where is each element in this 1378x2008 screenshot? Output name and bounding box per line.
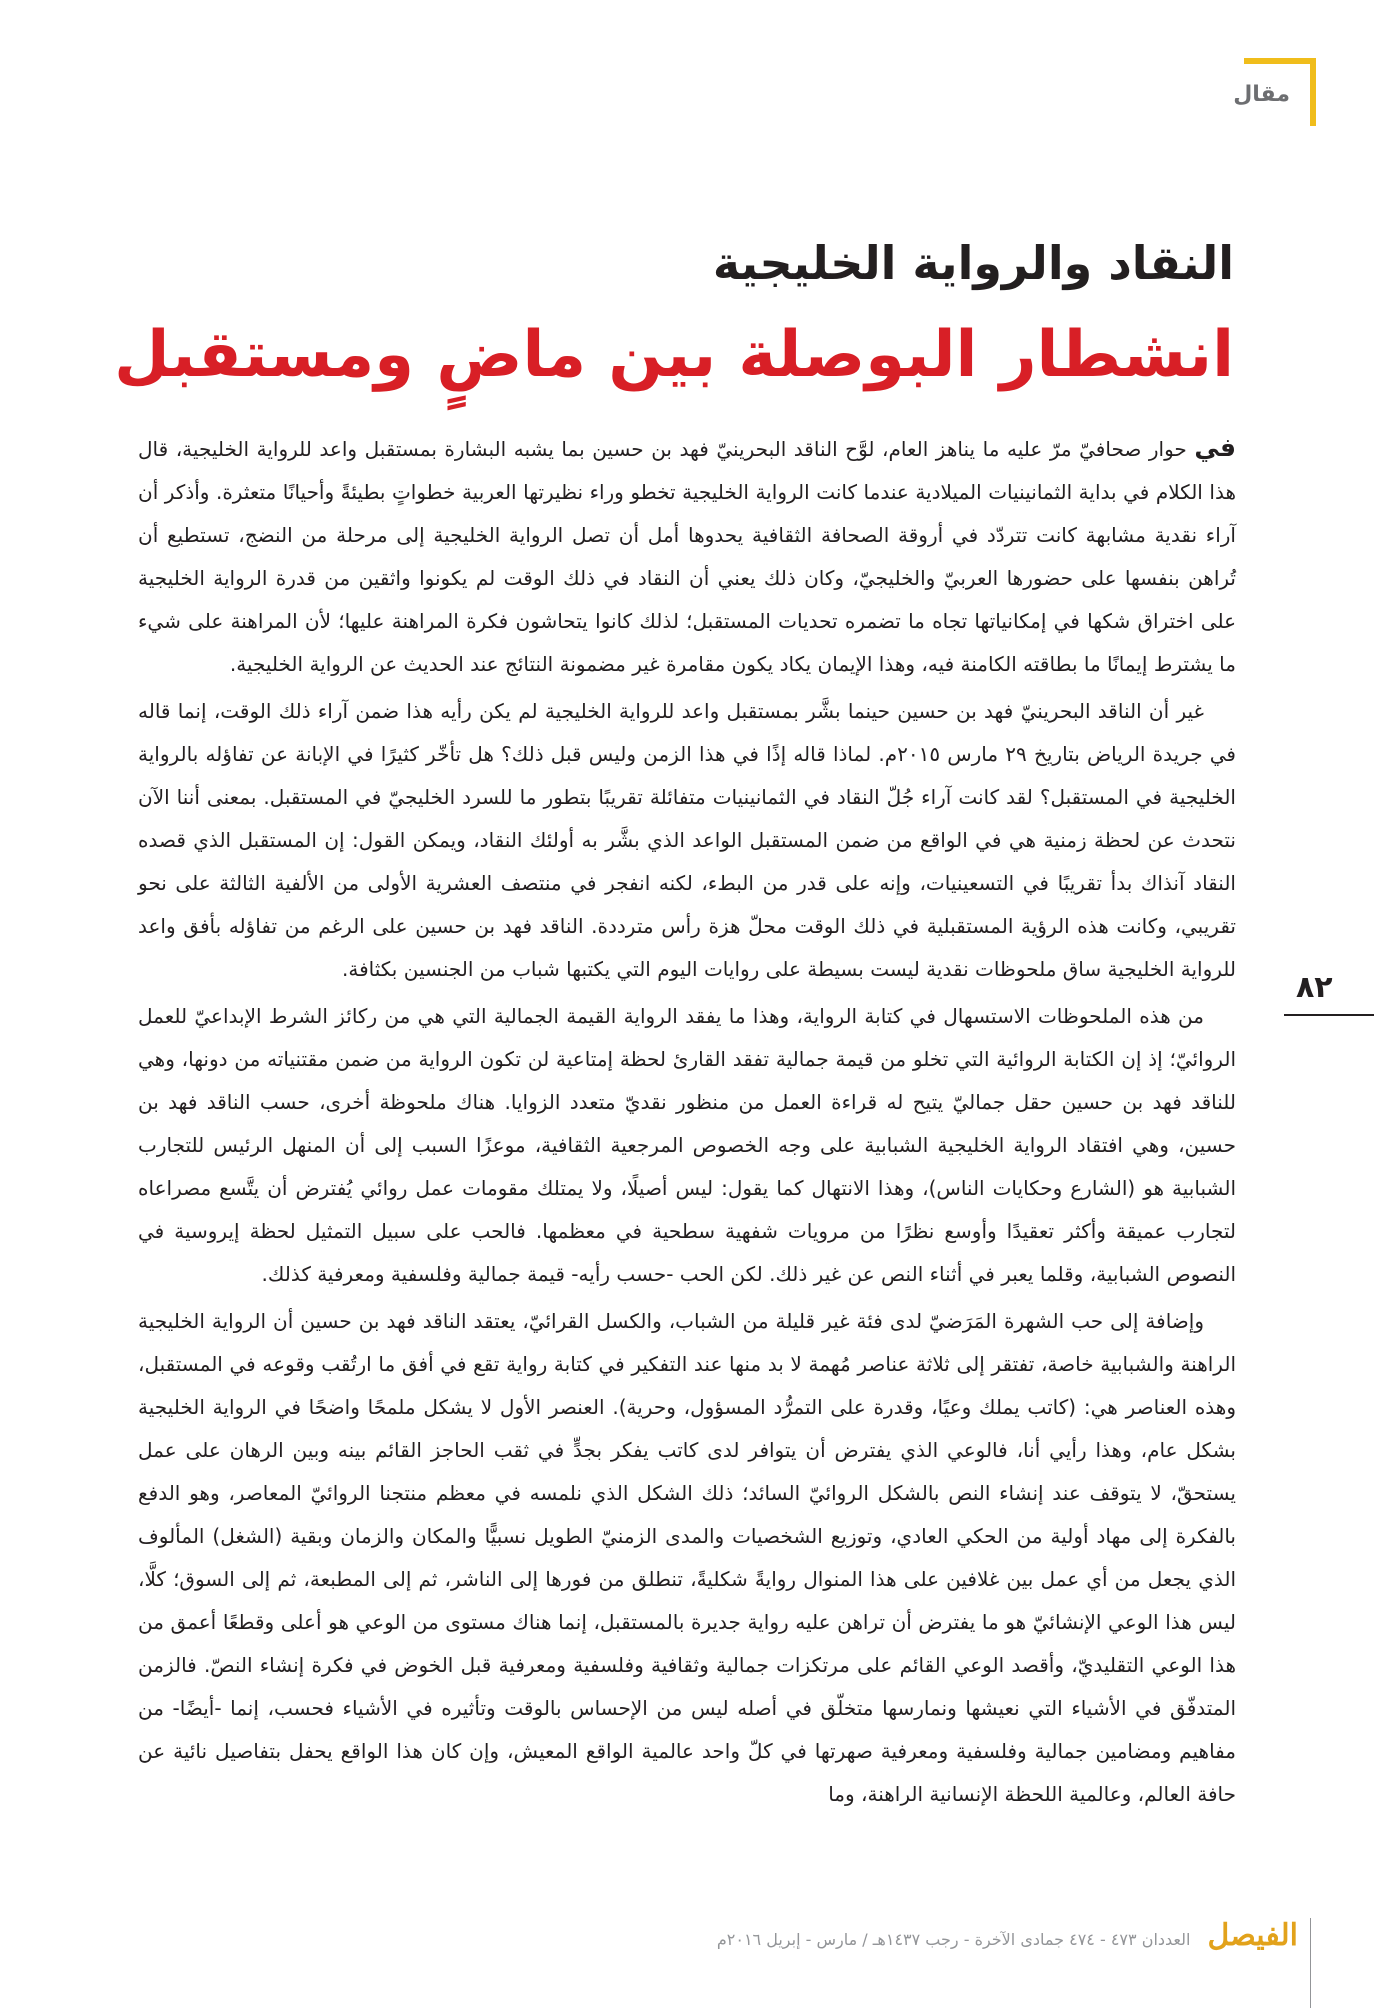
article-title: النقاد والرواية الخليجية (712, 236, 1234, 290)
section-label: مقال (1233, 82, 1290, 107)
article-subtitle: انشطار البوصلة بين ماضٍ ومستقبل (114, 318, 1234, 392)
paragraph: غير أن الناقد البحرينيّ فهد بن حسين حينما بشَّر بمستقبل واعد للرواية الخليجية لم يكن رأيه هذا ضمن آراء ذلك الوقت، إنما قاله في جريدة الرياض بتاريخ ٢٩ مارس ٢٠١٥م. لماذا قاله إذًا في هذا الزمن وليس قبل ذلك؟ هل تأخّر كثيرًا في الإبانة عن تفاؤله بالرواية الخليجية في المستقبل؟ لقد كانت آراء جُلّ النقاد في الثمانينيات متفائلة تقريبًا بتطور ما للسرد الخليجيّ في المستقبل. بمعنى أننا الآن نتحدث عن لحظة زمنية هي في الواقع من ضمن المستقبل الواعد الذي بشَّر به أولئك النقاد، ويمكن القول: إن المستقبل الذي قصده النقاد آنذاك بدأ تقريبًا في التسعينيات، وإنه على قدر من البطء، لكنه انفجر في منتصف العشرية الأولى من الألفية الثالثة على نحو تقريبي، وكانت هذه الرؤية المستقبلية في ذلك الوقت محلّ هزة رأس مترددة. الناقد فهد بن حسين على الرغم من تفاؤله بأفق واعد للرواية الخليجية ساق ملحوظات نقدية ليست بسيطة على روايات اليوم التي يكتبها شباب من الجنسين بكثافة. (138, 699, 1236, 981)
footer-divider (1310, 1918, 1311, 2008)
footer (717, 1918, 1298, 1953)
paragraph: من هذه الملحوظات الاستسهال في كتابة الرواية، وهذا ما يفقد الرواية القيمة الجمالية التي هي من ركائز الشرط الإبداعيّ للعمل الروائيّ؛ إذ إن الكتابة الروائية التي تخلو من قيمة جمالية تفقد القارئ لحظة إمتاعية لن تكون الرواية من ضمن مقتنياته من دونها، وهي للناقد فهد بن حسين حقل جماليّ يتيح له قراءة العمل من منظور نقديّ متعدد الزوايا. هناك ملحوظة أخرى، حسب الناقد فهد بن حسين، وهي افتقاد الرواية الخليجية الشبابية على وجه الخصوص المرجعية الثقافية، موعزًا السبب إلى أن المنهل الرئيس للتجارب الشبابية هو (الشارع وحكايات الناس)، وهذا الانتهال كما يقول: ليس أصيلًا، ولا يمتلك مقومات عمل روائي يُفترض أن يتَّسع مصراعاه لتجارب عميقة وأكثر تعقيدًا وأوسع نظرًا من مرويات شفهية سطحية في معظمها. فالحب على سبيل التمثيل لحظة إيروسية في النصوص الشبابية، وقلما يعبر في أثناء النص عن غير ذلك. لكن الحب -حسب رأيه- قيمة جمالية وفلسفية ومعرفية كذلك. (138, 1004, 1236, 1286)
magazine-logo: الفيصل (1207, 1918, 1298, 1953)
drop-word: في (1194, 433, 1236, 462)
paragraph-text: حوار صحافيّ مرّ عليه ما يناهز العام، لوَّح الناقد البحرينيّ فهد بن حسين بما يشبه البشارة بمستقبل واعد للرواية الخليجية، قال هذا الكلام في بداية الثمانينيات الميلادية عندما كانت الرواية الخليجية تخطو وراء نظيرتها العربية خطواتٍ بطيئةً وأحيانًا متعثرة. وأذكر أن آراء نقدية مشابهة كانت تتردّد في أروقة الصحافة الثقافية يحدوها أمل أن تصل الرواية الخليجية إلى مرحلة من النضج، تستطيع أن تُراهن بنفسها على حضورها العربيّ والخليجيّ، وكان ذلك يعني أن النقاد في ذلك الوقت لم يكونوا واثقين من قدرة الرواية الخليجية على اختراق شكها في إمكانياتها تجاه ما تضمره تحديات المستقبل؛ لذلك كانوا يتحاشون فكرة المراهنة عليها؛ لأن المراهنة على شيء ما يشترط إيمانًا ما بطاقته الكامنة فيه، وهذا الإيمان يكاد يكون مقامرة غير مضمونة النتائج عند الحديث عن الرواية الخليجية. (138, 437, 1236, 676)
page-number-rule (1284, 1014, 1374, 1016)
article-body (138, 426, 1236, 1820)
paragraph (138, 426, 1236, 686)
issue-info: العددان ٤٧٣ - ٤٧٤ جمادى الآخرة - رجب ١٤٣٧هـ / مارس - إبريل ٢٠١٦م (716, 1930, 1191, 1949)
paragraph: وإضافة إلى حب الشهرة المَرَضيّ لدى فئة غير قليلة من الشباب، والكسل القرائيّ، يعتقد الناقد فهد بن حسين أن الرواية الخليجية الراهنة والشبابية خاصة، تفتقر إلى ثلاثة عناصر مُهمة لا بد منها عند التفكير في كتابة رواية تقع في أفق ما ارتُقب وقوعه في المستقبل، وهذه العناصر هي: (كاتب يملك وعيًا، وقدرة على التمرُّد المسؤول، وحرية). العنصر الأول لا يشكل ملمحًا واضحًا في الرواية الخليجية بشكل عام، وهذا رأيي أنا، فالوعي الذي يفترض أن يتوافر لدى كاتب يفكر بجدٍّ في ثقب الحاجز القائم بينه وبين الرهان على عمل يستحقّ، لا يتوقف عند إنشاء النص بالشكل الروائيّ السائد؛ ذلك الشكل الذي نلمسه في معظم منتجنا الروائيّ المعاصر، وهو الدفع بالفكرة إلى مهاد أولية من الحكي العادي، وتوزيع الشخصيات والمدى الزمنيّ الطويل نسبيًّا والمكان والزمان وبقية (الشغل) المألوف الذي يجعل من أي عمل بين غلافين على هذا المنوال روايةً شكليةً، تنطلق من فورها إلى الناشر، ثم إلى المطبعة، ثم إلى السوق؛ كلَّا، ليس هذا الوعي الإنشائيّ هو ما يفترض أن تراهن عليه رواية جديرة بالمستقبل، إنما هناك مستوى من الوعي هو أعلى وقطعًا أعمق من هذا الوعي التقليديّ، وأقصد الوعي القائم على مرتكزات جمالية وثقافية وفلسفية ومعرفية قبل الخوض في فكرة إنشاء النصّ. فالزمن المتدفّق في الأشياء التي نعيشها ونمارسها متخلّق في أصله ليس من الإحساس بالوقت وتأثيره في الأشياء فحسب، إنما -أيضًا- من مفاهيم ومضامين جمالية وفلسفية ومعرفية صهرتها في كلّ واحد عالمية الواقع المعيش، وإن كان هذا الواقع يحفل بتفاصيل نائية عن حافة العالم، وعالمية اللحظة الإنسانية الراهنة، وما (138, 1309, 1236, 1806)
page-number: ٨٢ (1296, 970, 1333, 1005)
